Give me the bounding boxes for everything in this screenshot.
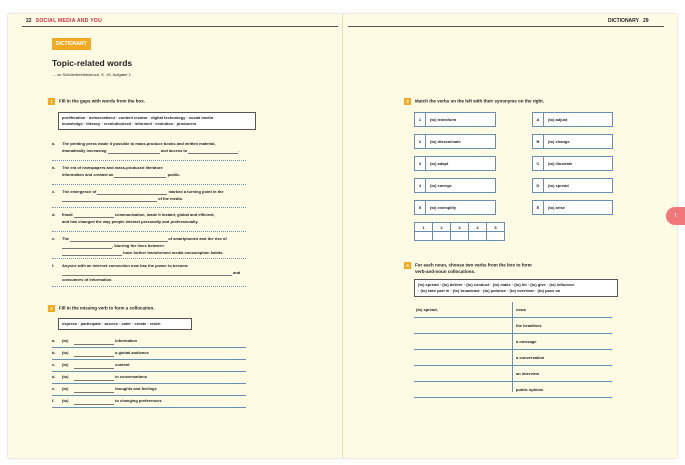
verb-box-2[interactable] [414, 134, 496, 149]
exercise-2-instruction [48, 305, 155, 312]
exercise-3-instruction [404, 98, 544, 105]
item-text: The printing press made it possible to mass-produce books and written material, [62, 141, 216, 146]
exercise-2-word-box [58, 318, 192, 330]
item-prefix: (to) [62, 350, 69, 355]
left-section-title: SOCIAL MEDIA AND YOU [35, 18, 103, 24]
verb-text: (to) transform [430, 117, 457, 122]
synonym-box-d[interactable] [532, 178, 613, 193]
noun-cell: an interview [516, 371, 540, 376]
item-text: of the media. [158, 196, 183, 201]
exercise-2-number: 2 [48, 305, 55, 312]
grid-answer-cell[interactable] [451, 232, 469, 241]
item-prefix: (to) [62, 362, 69, 367]
exercise-1-instruction [48, 98, 145, 105]
synonym-text: (to) arise [548, 205, 565, 210]
verb-text: (to) adapt [430, 161, 449, 166]
word-box-line-2: knowledge · literacy · revolutionised · informed · evolution · producers [62, 121, 197, 126]
left-header [26, 18, 102, 24]
item-word: to changing preferences [115, 398, 162, 403]
grid-header-5: 5 [487, 223, 505, 232]
exercise-2-text: Fill in the missing verb to form a collocation. [59, 305, 155, 311]
table-row[interactable] [414, 302, 612, 318]
item-text: . [238, 148, 240, 153]
table-row[interactable] [414, 366, 612, 382]
reference-note: → zu Schülerbetriebsbuch, S. 19, Aufgabe 2 [52, 72, 131, 77]
synonym-letter: B [533, 135, 544, 148]
gap[interactable] [62, 250, 122, 256]
verb-box-1[interactable] [414, 112, 496, 127]
exercise-1-number: 1 [48, 98, 55, 105]
side-tab[interactable]: I [666, 207, 685, 225]
verb-number: 3 [415, 157, 426, 170]
table-row[interactable] [414, 334, 612, 350]
exercise-1-text: Fill in the gaps with words from the box. [59, 98, 146, 104]
item-text: consumers of information. [62, 277, 113, 282]
verb-box-3[interactable] [414, 156, 496, 171]
grid-answer-cell[interactable] [487, 232, 505, 241]
gap[interactable] [114, 172, 166, 178]
synonym-box-a[interactable] [532, 112, 613, 127]
separator [52, 231, 246, 232]
item-text: and has changed the way people interact personally and professionally. [62, 219, 199, 224]
right-page-number: 29 [643, 18, 649, 24]
gap[interactable] [74, 351, 114, 357]
separator [52, 207, 246, 208]
item-text: , blurring the lines between [112, 243, 164, 248]
item-prefix: (to) [62, 398, 69, 403]
verb-text: (to) exemplify [430, 205, 457, 210]
exercise-4-word-box [414, 279, 618, 297]
word-box-line-1: (to) spread · (to) deliver · (to) conduct · (to) make · (to) hit · (to) give · (to) influence [418, 282, 575, 287]
separator [52, 286, 246, 287]
gap[interactable] [74, 339, 114, 345]
verb-number: 5 [415, 201, 426, 214]
item-text: marked a turning point in the [168, 189, 224, 194]
gap[interactable] [74, 399, 114, 405]
word-box-text: express · participate · access · cater · create · reach [62, 321, 161, 326]
dictionary-badge: DICTIONARY [52, 38, 91, 50]
grid-header-2: 2 [433, 223, 451, 232]
synonym-box-e[interactable] [532, 200, 613, 215]
item-word: information [115, 338, 138, 343]
ex1-item-f [52, 262, 246, 283]
gap[interactable] [62, 270, 232, 276]
ex2-row-a [52, 336, 246, 348]
table-row[interactable] [414, 350, 612, 366]
item-letter: a. [52, 338, 56, 343]
separator [52, 258, 246, 259]
gutter [342, 14, 343, 458]
synonym-text: (to) spread [548, 183, 569, 188]
ex1-item-e [52, 235, 246, 256]
ex2-row-f [52, 396, 246, 408]
exercise-3-text: Match the verbs on the left with their synonyms on the right. [415, 98, 545, 104]
item-text: information and created an [62, 172, 114, 177]
gap[interactable] [62, 243, 112, 249]
item-letter: d. [52, 374, 56, 379]
ex2-row-d [52, 372, 246, 384]
item-text: The [62, 236, 70, 241]
gap[interactable] [74, 363, 114, 369]
item-text: and [233, 270, 241, 275]
exercise-4-instruction [404, 262, 532, 274]
table-row[interactable] [414, 318, 612, 334]
noun-cell: a conversation [516, 355, 545, 360]
item-prefix: (to) [62, 338, 69, 343]
item-letter: b. [52, 165, 56, 170]
verb-number: 2 [415, 135, 426, 148]
table-row[interactable] [414, 382, 612, 398]
item-text: The era of newspapers and mass-produced literature [62, 165, 163, 170]
item-word: thoughts and feelings [115, 386, 157, 391]
noun-cell: a message [516, 339, 537, 344]
verb-box-4[interactable] [414, 178, 496, 193]
synonym-letter: D [533, 179, 544, 192]
item-letter: a. [52, 141, 56, 146]
item-text: The emergence of [62, 189, 97, 194]
item-word: in conversations [115, 374, 147, 379]
ex2-row-c [52, 360, 246, 372]
exercise-4-number: 4 [404, 262, 411, 269]
exercise-4-text-2: verb-and-noun collocations. [415, 269, 476, 274]
gap[interactable] [74, 375, 114, 381]
synonym-letter: E [533, 201, 544, 214]
verb-box-5[interactable] [414, 200, 496, 215]
gap[interactable] [62, 196, 157, 202]
item-letter: d. [52, 212, 56, 217]
gap[interactable] [97, 189, 167, 195]
word-box-line-1: proliferation · democratised · content creator · digital technology · social media · [62, 115, 216, 120]
word-box-line-2: · (to) take part in · (to) broadcast · (to) polarise · (to) overhear · (to) pass on [418, 288, 561, 293]
verb-text: (to) emerge [430, 183, 452, 188]
item-letter: e. [52, 236, 56, 241]
item-letter: f. [52, 398, 55, 403]
item-word: content [115, 362, 130, 367]
item-text: Email [62, 212, 73, 217]
right-header [608, 18, 649, 24]
ex1-item-b [52, 164, 246, 178]
item-letter: c. [52, 189, 56, 194]
noun-cell: the headlines [516, 323, 542, 328]
exercise-4-text-1: For each noun, choose two verbs from the box to form [415, 262, 532, 268]
grid-answer-cell[interactable] [433, 232, 451, 241]
item-text: have further transformed media consumption habits. [123, 250, 224, 255]
item-text: Anyone with an internet connection now has the power to become [62, 263, 189, 268]
grid-header-4: 4 [469, 223, 487, 232]
gap[interactable] [74, 387, 114, 393]
ex1-item-a [52, 140, 246, 154]
grid-header-1: 1 [415, 223, 433, 232]
item-prefix: (to) [62, 386, 69, 391]
noun-cell: news [516, 307, 527, 312]
item-letter: c. [52, 362, 56, 367]
synonym-text: (to) illustrate [548, 161, 573, 166]
synonym-box-c[interactable] [532, 156, 613, 171]
item-text: communication, made it instant, global and efficient, [114, 212, 215, 217]
item-letter: f. [52, 263, 55, 268]
left-page-number: 22 [26, 18, 32, 24]
exercise-1-word-box [58, 112, 256, 130]
grid-answer-cell[interactable] [469, 232, 487, 241]
item-text: public. [167, 172, 181, 177]
verb-number: 4 [415, 179, 426, 192]
item-prefix: (to) [62, 374, 69, 379]
right-header-rule [348, 26, 664, 27]
item-text: and access to [160, 148, 188, 153]
verbs-cell: (to) spread, [416, 307, 438, 312]
synonym-letter: A [533, 113, 544, 126]
verb-text: (to) disseminate [430, 139, 461, 144]
right-section-title: DICTIONARY [608, 18, 639, 24]
synonym-text: (to) change [548, 139, 570, 144]
grid-answer-cell[interactable] [415, 232, 433, 241]
synonym-text: (to) adjust [548, 117, 568, 122]
verb-number: 1 [415, 113, 426, 126]
synonym-letter: C [533, 157, 544, 170]
ex2-row-e [52, 384, 246, 396]
gap[interactable] [70, 236, 168, 242]
ex1-item-d [52, 211, 246, 225]
gap[interactable] [188, 148, 238, 154]
item-text: dramatically increasing [62, 148, 107, 153]
noun-cell: public opinion [516, 387, 544, 392]
gap[interactable] [108, 148, 160, 154]
item-letter: b. [52, 350, 56, 355]
separator [52, 160, 246, 161]
left-header-rule [22, 26, 338, 27]
ex2-row-b [52, 348, 246, 360]
exercise-3-number: 3 [404, 98, 411, 105]
item-text: of smartphones and the rise of [168, 236, 227, 241]
gap[interactable] [74, 212, 114, 218]
item-word: a global audience [115, 350, 149, 355]
ex1-item-c [52, 188, 246, 202]
grid-header-3: 3 [451, 223, 469, 232]
separator [52, 184, 246, 185]
answer-grid [414, 222, 505, 241]
collocation-table [414, 302, 612, 398]
item-letter: e. [52, 386, 56, 391]
synonym-box-b[interactable] [532, 134, 613, 149]
page-title: Topic-related words [52, 58, 133, 68]
